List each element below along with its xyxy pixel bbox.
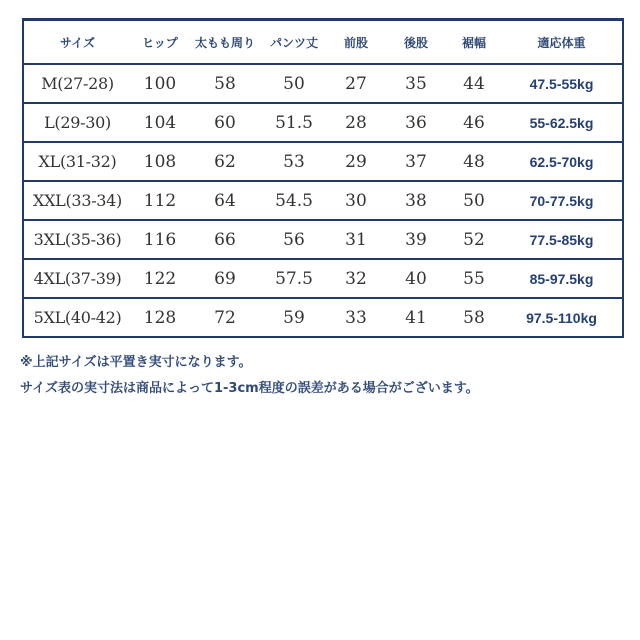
back-rise-cell: 35 — [385, 64, 447, 103]
thigh-cell: 62 — [189, 142, 261, 181]
thigh-cell: 69 — [189, 259, 261, 298]
weight-cell: 55-62.5kg — [501, 103, 623, 142]
header-front-rise: 前股 — [327, 20, 385, 65]
hem-cell: 46 — [447, 103, 501, 142]
back-rise-cell: 37 — [385, 142, 447, 181]
length-cell: 59 — [261, 298, 327, 337]
front-rise-cell: 27 — [327, 64, 385, 103]
front-rise-cell: 28 — [327, 103, 385, 142]
thigh-cell: 60 — [189, 103, 261, 142]
table-row — [23, 298, 623, 337]
weight-cell: 85-97.5kg — [501, 259, 623, 298]
size-notes — [20, 350, 630, 402]
length-cell: 56 — [261, 220, 327, 259]
table-row — [23, 142, 623, 181]
size-cell: XL(31-32) — [23, 142, 131, 181]
table-row — [23, 220, 623, 259]
table-row — [23, 181, 623, 220]
hem-cell: 58 — [447, 298, 501, 337]
front-rise-cell: 33 — [327, 298, 385, 337]
back-rise-cell: 39 — [385, 220, 447, 259]
thigh-cell: 64 — [189, 181, 261, 220]
back-rise-cell: 40 — [385, 259, 447, 298]
hip-cell: 112 — [131, 181, 189, 220]
thigh-cell: 66 — [189, 220, 261, 259]
hem-cell: 50 — [447, 181, 501, 220]
header-weight: 適応体重 — [501, 20, 623, 65]
size-cell: L(29-30) — [23, 103, 131, 142]
length-cell: 53 — [261, 142, 327, 181]
table-header-row — [23, 20, 623, 65]
back-rise-cell: 36 — [385, 103, 447, 142]
front-rise-cell: 30 — [327, 181, 385, 220]
table-row — [23, 103, 623, 142]
hip-cell: 108 — [131, 142, 189, 181]
hip-cell: 104 — [131, 103, 189, 142]
hem-cell: 48 — [447, 142, 501, 181]
size-cell: XXL(33-34) — [23, 181, 131, 220]
length-cell: 57.5 — [261, 259, 327, 298]
length-cell: 54.5 — [261, 181, 327, 220]
note-line-tolerance: サイズ表の実寸法は商品によって1-3cm程度の誤差がある場合がございます。 — [20, 381, 479, 396]
hip-cell: 128 — [131, 298, 189, 337]
thigh-cell: 58 — [189, 64, 261, 103]
weight-cell: 62.5-70kg — [501, 142, 623, 181]
header-thigh: 太もも周り — [189, 20, 261, 65]
size-cell: 5XL(40-42) — [23, 298, 131, 337]
header-back-rise: 後股 — [385, 20, 447, 65]
header-hem: 裾幅 — [447, 20, 501, 65]
hip-cell: 116 — [131, 220, 189, 259]
thigh-cell: 72 — [189, 298, 261, 337]
header-hip: ヒップ — [131, 20, 189, 65]
weight-cell: 70-77.5kg — [501, 181, 623, 220]
header-length: パンツ丈 — [261, 20, 327, 65]
size-table — [22, 18, 624, 338]
weight-cell: 77.5-85kg — [501, 220, 623, 259]
note-line-flat-measure: ※上記サイズは平置き実寸になります。 — [20, 355, 252, 370]
size-table-container — [22, 18, 622, 334]
back-rise-cell: 41 — [385, 298, 447, 337]
hip-cell: 122 — [131, 259, 189, 298]
size-cell: 4XL(37-39) — [23, 259, 131, 298]
hem-cell: 52 — [447, 220, 501, 259]
table-row — [23, 259, 623, 298]
weight-cell: 97.5-110kg — [501, 298, 623, 337]
table-row — [23, 64, 623, 103]
length-cell: 50 — [261, 64, 327, 103]
front-rise-cell: 32 — [327, 259, 385, 298]
size-cell: 3XL(35-36) — [23, 220, 131, 259]
hem-cell: 55 — [447, 259, 501, 298]
front-rise-cell: 29 — [327, 142, 385, 181]
size-cell: M(27-28) — [23, 64, 131, 103]
weight-cell: 47.5-55kg — [501, 64, 623, 103]
hem-cell: 44 — [447, 64, 501, 103]
length-cell: 51.5 — [261, 103, 327, 142]
back-rise-cell: 38 — [385, 181, 447, 220]
header-size: サイズ — [23, 20, 131, 65]
hip-cell: 100 — [131, 64, 189, 103]
front-rise-cell: 31 — [327, 220, 385, 259]
